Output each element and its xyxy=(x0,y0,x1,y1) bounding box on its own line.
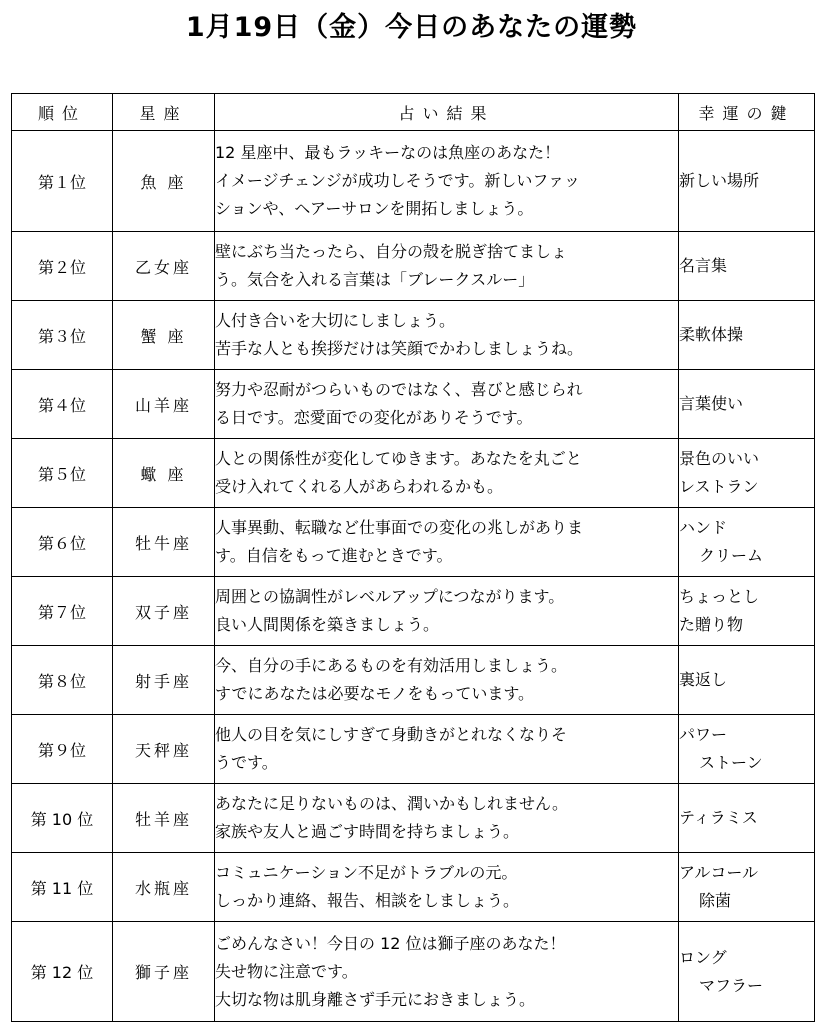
rank-cell: 第 10 位 xyxy=(12,784,113,853)
header-lucky-key: 幸運の鍵 xyxy=(679,94,815,131)
fortune-result-line: 壁にぶち当たったら、自分の殻を脱ぎ捨てましょ xyxy=(215,242,568,261)
lucky-key-line: レストラン xyxy=(679,477,759,496)
fortune-result-line: 人付き合いを大切にしましょう。 xyxy=(215,311,456,330)
lucky-key-line: 裏返し xyxy=(679,670,728,689)
zodiac-sign-cell: 射手座 xyxy=(113,646,215,715)
table-row xyxy=(12,784,815,853)
fortune-result-cell xyxy=(215,131,679,232)
fortune-result-cell xyxy=(215,922,679,1022)
lucky-key-cell xyxy=(679,301,815,370)
fortune-result-cell xyxy=(215,715,679,784)
header-rank: 順位 xyxy=(12,94,113,131)
rank-cell: 第５位 xyxy=(12,439,113,508)
rank-cell: 第 12 位 xyxy=(12,922,113,1022)
fortune-result-line: あなたに足りないものは、潤いかもしれません。 xyxy=(215,794,568,813)
lucky-key-cell xyxy=(679,370,815,439)
zodiac-sign-cell: 獅子座 xyxy=(113,922,215,1022)
fortune-result-cell xyxy=(215,370,679,439)
rank-cell: 第２位 xyxy=(12,232,113,301)
fortune-result-line: うです。 xyxy=(215,753,278,772)
lucky-key-line: た贈り物 xyxy=(679,615,744,634)
rank-cell: 第 11 位 xyxy=(12,853,113,922)
fortune-result-line: 12 星座中、最もラッキーなのは魚座のあなた！ xyxy=(215,143,561,162)
fortune-result-line: ションや、ヘアーサロンを開拓しましょう。 xyxy=(215,199,534,218)
fortune-result-line: すでにあなたは必要なモノをもっています。 xyxy=(215,684,535,703)
rank-cell: 第７位 xyxy=(12,577,113,646)
fortune-result-line: 人事異動、転職など仕事面での変化の兆しがありま xyxy=(215,518,584,537)
fortune-result-line: イメージチェンジが成功しそうです。新しいファッ xyxy=(215,171,581,190)
fortune-result-cell xyxy=(215,301,679,370)
lucky-key-cell xyxy=(679,131,815,232)
table-row xyxy=(12,439,815,508)
zodiac-sign-cell: 蟹 座 xyxy=(113,301,215,370)
table-header-row xyxy=(12,94,815,131)
fortune-result-line: ごめんなさい！今日の 12 位は獅子座のあなた！ xyxy=(215,933,566,953)
rank-cell: 第４位 xyxy=(12,370,113,439)
fortune-result-cell xyxy=(215,508,679,577)
table-row xyxy=(12,370,815,439)
table-row xyxy=(12,577,815,646)
rank-cell: 第６位 xyxy=(12,508,113,577)
table-row xyxy=(12,301,815,370)
table-row xyxy=(12,922,815,1022)
lucky-key-line: ちょっとし xyxy=(679,587,760,606)
fortune-result-cell xyxy=(215,439,679,508)
rank-cell: 第３位 xyxy=(12,301,113,370)
lucky-key-line: 名言集 xyxy=(679,256,728,275)
fortune-result-line: 努力や忍耐がつらいものではなく、喜びと感じられ xyxy=(215,380,583,399)
zodiac-sign-cell: 蠍 座 xyxy=(113,439,215,508)
rank-cell: 第１位 xyxy=(12,131,113,232)
lucky-key-line: 除菌 xyxy=(699,891,732,910)
fortune-result-line: しっかり連絡、報告、相談をしましょう。 xyxy=(215,891,520,910)
lucky-key-cell xyxy=(679,232,815,301)
lucky-key-line: クリーム xyxy=(699,546,764,565)
fortune-result-line: 失せ物に注意です。 xyxy=(215,961,358,981)
lucky-key-line: マフラー xyxy=(699,975,764,995)
lucky-key-cell xyxy=(679,922,815,1022)
fortune-result-cell xyxy=(215,232,679,301)
zodiac-sign-cell: 天秤座 xyxy=(113,715,215,784)
zodiac-sign-cell: 乙女座 xyxy=(113,232,215,301)
zodiac-sign-cell: 山羊座 xyxy=(113,370,215,439)
lucky-key-line: 柔軟体操 xyxy=(679,325,744,344)
lucky-key-cell xyxy=(679,646,815,715)
lucky-key-cell xyxy=(679,577,815,646)
lucky-key-cell xyxy=(679,715,815,784)
lucky-key-cell xyxy=(679,508,815,577)
fortune-result-line: す。自信をもって進むときです。 xyxy=(215,546,453,565)
lucky-key-line: ティラミス xyxy=(679,808,758,827)
lucky-key-cell xyxy=(679,784,815,853)
lucky-key-line: 言葉使い xyxy=(679,394,744,413)
lucky-key-line: アルコール xyxy=(679,863,759,882)
fortune-result-line: 人との関係性が変化してゆきます。あなたを丸ごと xyxy=(215,449,582,468)
lucky-key-line: パワー xyxy=(679,725,728,744)
fortune-result-line: コミュニケーション不足がトラブルの元。 xyxy=(215,863,518,882)
fortune-result-line: 今、自分の手にあるものを有効活用しましょう。 xyxy=(215,656,568,675)
lucky-key-line: 景色のいい xyxy=(679,449,760,468)
lucky-key-line: ストーン xyxy=(699,753,763,772)
fortune-result-cell xyxy=(215,577,679,646)
table-row xyxy=(12,508,815,577)
lucky-key-cell xyxy=(679,439,815,508)
page-title: 1月19日（金）今日のあなたの運勢 xyxy=(185,12,638,43)
rank-cell: 第８位 xyxy=(12,646,113,715)
fortune-result-line: 良い人間関係を築きましょう。 xyxy=(215,615,440,634)
fortune-result-line: る日です。恋愛面での変化がありそうです。 xyxy=(215,408,533,427)
zodiac-sign-cell: 水瓶座 xyxy=(113,853,215,922)
table-row xyxy=(12,232,815,301)
zodiac-sign-cell: 牡羊座 xyxy=(113,784,215,853)
rank-cell: 第９位 xyxy=(12,715,113,784)
lucky-key-line: ハンド xyxy=(679,518,728,537)
table-row xyxy=(12,646,815,715)
fortune-result-line: 受け入れてくれる人があらわれるかも。 xyxy=(215,477,504,496)
header-result: 占い結果 xyxy=(215,94,679,131)
table-row xyxy=(12,715,815,784)
fortune-result-cell xyxy=(215,853,679,922)
zodiac-sign-cell: 双子座 xyxy=(113,577,215,646)
table-row xyxy=(12,853,815,922)
fortune-result-cell xyxy=(215,646,679,715)
fortune-result-line: 大切な物は肌身離さず手元におきましょう。 xyxy=(215,989,536,1009)
fortune-result-line: 周囲との協調性がレベルアップにつながります。 xyxy=(215,587,565,606)
lucky-key-line: ロング xyxy=(679,947,727,967)
fortune-result-line: 他人の目を気にしすぎて身動きがとれなくなりそ xyxy=(215,725,568,744)
zodiac-sign-cell: 魚 座 xyxy=(113,131,215,232)
fortune-result-line: う。気合を入れる言葉は「ブレークスルー」 xyxy=(215,270,535,289)
header-sign: 星座 xyxy=(113,94,215,131)
lucky-key-cell xyxy=(679,853,815,922)
fortune-table xyxy=(11,93,815,1022)
fortune-result-line: 苦手な人とも挨拶だけは笑顔でかわしましょうね。 xyxy=(215,339,584,358)
fortune-result-line: 家族や友人と過ごす時間を持ちましょう。 xyxy=(215,822,520,841)
zodiac-sign-cell: 牡牛座 xyxy=(113,508,215,577)
fortune-result-cell xyxy=(215,784,679,853)
lucky-key-line: 新しい場所 xyxy=(679,171,760,190)
table-row xyxy=(12,131,815,232)
